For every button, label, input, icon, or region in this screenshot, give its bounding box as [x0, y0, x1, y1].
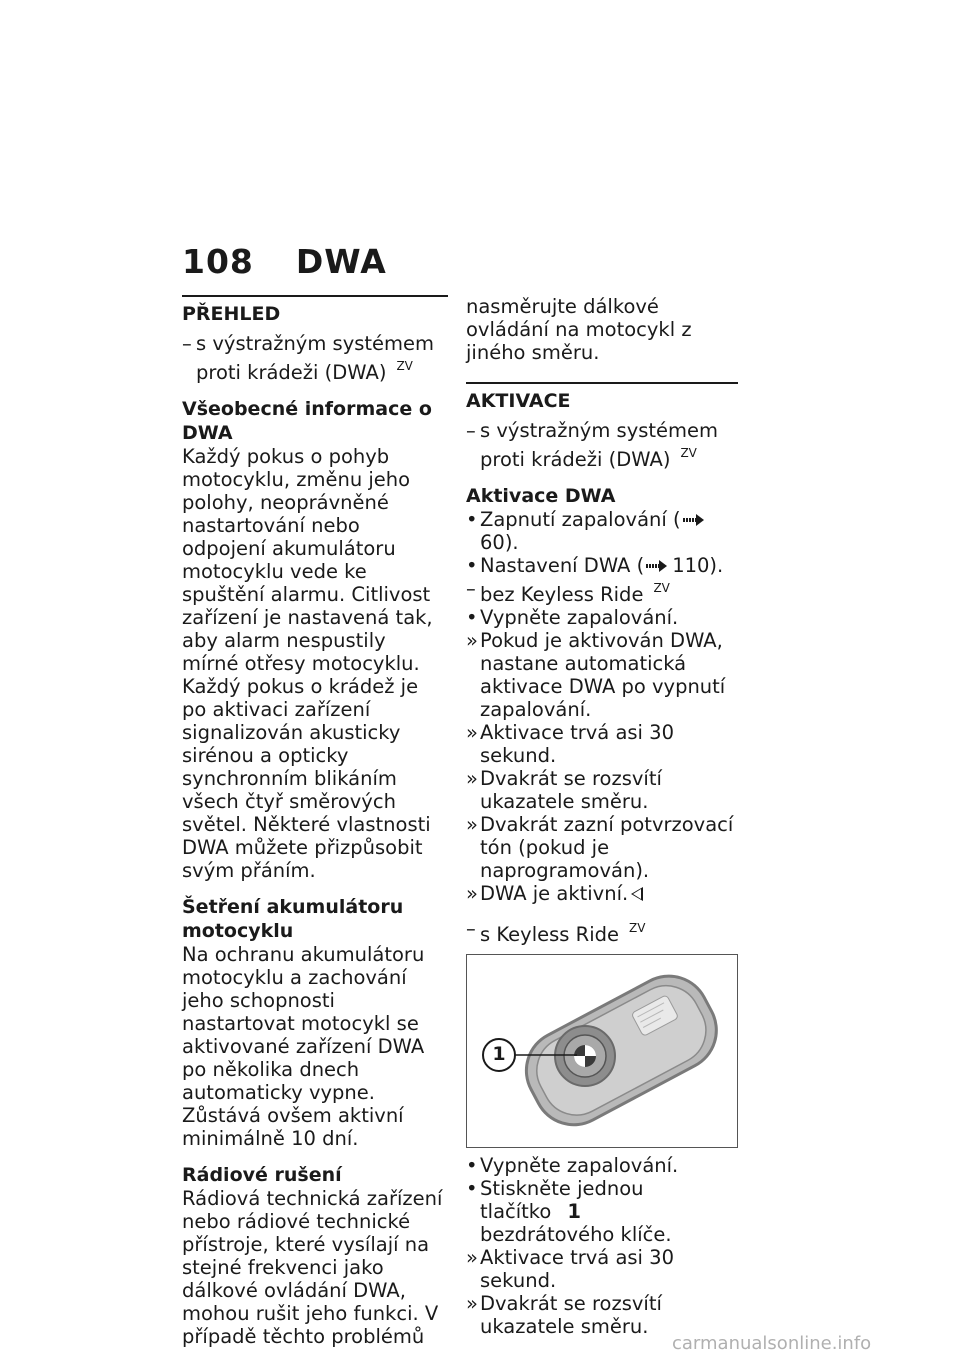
condition-item: – bez Keyless Ride $^{ZV}$ — [466, 577, 670, 606]
result-item: » Pokud je aktivován DWA, nastane automatická aktivace DWA po vypnutí zapalování. — [466, 629, 726, 721]
activation-title: AKTIVACE — [466, 390, 571, 412]
dash-marker: – — [466, 577, 476, 600]
result-marker: » — [466, 721, 478, 744]
bullet-marker: • — [466, 606, 478, 629]
page-reference-arrow-icon — [646, 560, 668, 572]
result-item: » Dvakrát zazní potvrzovací tón (pokud je naprogramován). — [466, 813, 734, 882]
section-rule — [182, 295, 448, 297]
condition-item: – s Keyless Ride $^{ZV}$ — [466, 917, 646, 946]
step-item: • Stiskněte jednou tlačítko 1 bezdrátového klíče. — [466, 1177, 672, 1246]
bullet-marker: • — [466, 554, 478, 577]
battery-title: Šetření akumulátoru motocyklu — [182, 896, 404, 942]
dash-marker: – — [182, 332, 192, 355]
zv-superscript: ZV — [629, 921, 646, 935]
step-item: • Zapnutí zapalování ( 60). — [466, 508, 738, 554]
overview-item: – s výstražným systémem proti krádeži (DWA) $^{ZV}$ — [182, 332, 435, 384]
section-rule — [466, 382, 738, 384]
key-fob-figure — [466, 954, 738, 1148]
general-title: Všeobecné informace o DWA — [182, 398, 432, 444]
bullet-marker: • — [466, 1154, 478, 1177]
result-item: » Dvakrát se rozsvítí ukazatele směru. — [466, 1292, 662, 1338]
right-column — [466, 295, 738, 1338]
overview-title: PŘEHLED — [182, 303, 281, 325]
page-title: DWA — [295, 242, 387, 281]
result-marker: » — [466, 1246, 478, 1269]
dash-marker: – — [466, 917, 476, 940]
page-number: 108 — [182, 242, 254, 281]
dash-marker: – — [466, 419, 476, 442]
battery-text: Na ochranu akumulátoru motocyklu a zachování jeho schopnosti nastartovat motocykl se aktivované zařízení DWA po několika dnech automaticky vypne. Zůstává ovšem aktivní minimálně 10 dní. — [182, 943, 425, 1150]
result-item: » Dvakrát se rozsvítí ukazatele směru. — [466, 767, 662, 813]
step-item: • Vypněte zapalování. — [466, 1154, 679, 1177]
button-reference: 1 — [567, 1200, 581, 1223]
watermark: carmanualsonline.info — [672, 1333, 872, 1354]
result-marker: » — [466, 629, 478, 652]
result-marker: » — [466, 813, 478, 836]
left-column — [182, 295, 448, 1348]
radio-text: Rádiová technická zařízení nebo rádiové technické přístroje, které vysílají na stejné frekvenci jako dálkové ovládání DWA, mohou rušit jeho funkci. V případě těchto problémů — [182, 1187, 443, 1348]
activate-title: Aktivace DWA — [466, 485, 616, 507]
result-marker: » — [466, 767, 478, 790]
end-of-section-icon — [631, 887, 643, 901]
continued-text: nasměrujte dálkové ovládání na motocykl z jiného směru. — [466, 295, 692, 364]
key-fob-illustration — [467, 955, 737, 1147]
zv-superscript: ZV — [396, 359, 413, 373]
zv-superscript: ZV — [653, 581, 670, 595]
result-item: » Aktivace trvá asi 30 sekund. — [466, 1246, 674, 1292]
result-marker: » — [466, 882, 478, 905]
zv-superscript: ZV — [680, 446, 697, 460]
bullet-marker: • — [466, 1177, 478, 1200]
figure-callout-1: 1 — [492, 1043, 506, 1065]
radio-title: Rádiové rušení — [182, 1164, 342, 1186]
page-header — [182, 242, 387, 281]
activation-item: – s výstražným systémem proti krádeži (DWA) $^{ZV}$ — [466, 419, 719, 471]
page-reference-arrow-icon — [683, 514, 705, 526]
result-item: » DWA je aktivní. — [466, 882, 738, 905]
general-text: Každý pokus o pohyb motocyklu, změnu jeho polohy, neoprávněné nastartování nebo odpojení akumulátoru motocyklu vede ke spuštění alarmu. Citlivost zařízení je nastavená tak, aby alarm nespustily mírné otřesy motocyklu. Každý pokus o krádež je po aktivaci zařízení signalizován akusticky sirénou a opticky synchronním blikáním všech čtyř směrových světel. Některé vlastnosti DWA můžete přizpůsobit svým přáním. — [182, 445, 433, 882]
result-item: » Aktivace trvá asi 30 sekund. — [466, 721, 674, 767]
bullet-marker: • — [466, 508, 478, 531]
result-marker: » — [466, 1292, 478, 1315]
step-item: • Nastavení DWA ( 110). — [466, 554, 724, 577]
step-item: • Vypněte zapalování. — [466, 606, 679, 629]
